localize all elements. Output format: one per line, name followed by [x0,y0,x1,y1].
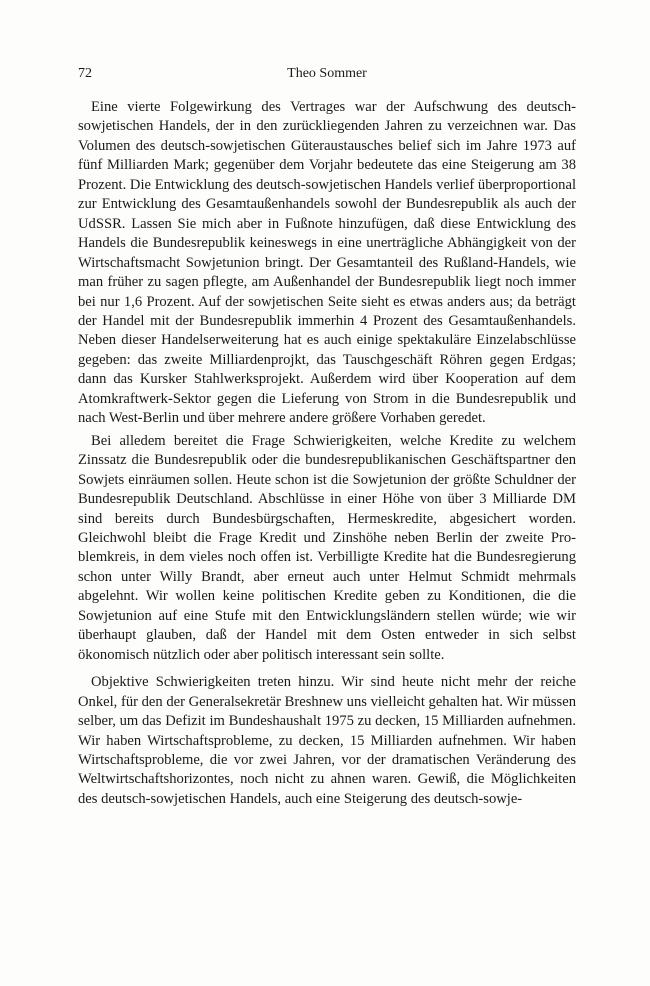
running-title: Theo Sommer [287,66,367,81]
page-number: 72 [78,66,92,81]
paragraph-objective-difficulties: Objektive Schwierigkeiten treten hinzu. Wir sind heute nicht mehr der reiche Onkel, für den der Generalsekretär Breshnew uns vielleicht gehalten hat. Wir müssen selber, um das Defizit im Bundeshaushalt 1975 zu decken, 15 Milliarden aufnehmen. Wir haben Wirtschaftsprobleme, zu decken, 15 Milliarden aufnehmen. Wir haben Wirtschaftsprobleme, die vor zwei Jahren, vor der dramatischen Veränderung des Weltwirtschaftshorizontes, noch nicht zu ahnen waren. Gewiß, die Möglichkeiten des deutsch-sowjetischen Handels, auch eine Steigerung des deutsch-sowje- [78,674,576,807]
body-text [78,98,576,809]
running-head [78,66,576,86]
paragraph-trade-growth: Eine vierte Folgewirkung des Vertrages war der Aufschwung des deutsch-sowjetischen Handels, der in den zurückliegenden Jahren zu verzeichnen war. Das Volumen des deutsch-sowjetischen Güteraustausches belief sich im Jahre 1973 auf fünf Milliarden Mark; gegenüber dem Vorjahr bedeutete das eine Steigerung am 38 Prozent. Die Entwicklung des deutsch-sowjetischen Handels verlief überproportional zur Entwicklung des Gesamtaußenhandels sowohl der Bundesrepublik als auch der UdSSR. Lassen Sie mich aber in Fußnote hinzufügen, daß diese Entwicklung des Handels die Bundesrepublik keineswegs in eine unerträgliche Abhängigkeit von der Wirtschaftsmacht Sowjetunion bringt. Der Gesamtanteil des Rußland-Handels, wie man früher zu sagen pflegte, am Außenhandel der Bundesrepublik liegt noch immer bei nur 1,6 Prozent. Auf der sowjetischen Seite sieht es etwas anders aus; da beträgt der Handel mit der Bundesrepublik immerhin 4 Prozent des Gesamtaußenhandels. Neben dieser Handelserweiterung hat es auch einige spektakuläre Einzelabschlüsse gegeben: das zweite Milliardenprojkt, das Tauschgeschäft Röhren gegen Erdgas; dann das Kursker Stahlwerksprojekt. Außerdem wird über Kooperation auf dem Atomkraftwerk-Sektor gegen die Lieferung von Strom in die Bundesrepublik und nach West-Berlin und über mehrere andere größere Vorhaben geredet. [78,99,576,427]
paragraph-credit-question: Bei alledem bereitet die Frage Schwierigkeiten, welche Kredite zu welchem Zinssatz die Bundesrepublik oder die bundesrepublikanischen Geschäftspartner den Sowjets einräumen sollen. Heute schon ist die Sowjetunion der größte Schuldner der Bundesrepublik Deutschland. Abschlüsse in einer Höhe von über 3 Milliarde DM sind bereits durch Bundesbürgschaften, Hermeskredite, abgesichert worden. Gleichwohl bleibt die Frage Kredit und Zinshöhe neben Berlin der zweite Problemkreis, in dem vieles noch offen ist. Verbilligte Kredite hat die Bundesregierung schon unter Willy Brandt, aber erneut auch unter Helmut Schmidt mehrmals abgelehnt. Wir wollen keine politischen Kredite geben zu Konditionen, die die Sowjetunion auf eine Stufe mit den Entwicklungsländern stellen würde; wie wir überhaupt glauben, daß der Handel mit dem Osten entweder in sich selbst ökonomisch nützlich oder aber politisch interessant sein sollte. [78,432,576,663]
